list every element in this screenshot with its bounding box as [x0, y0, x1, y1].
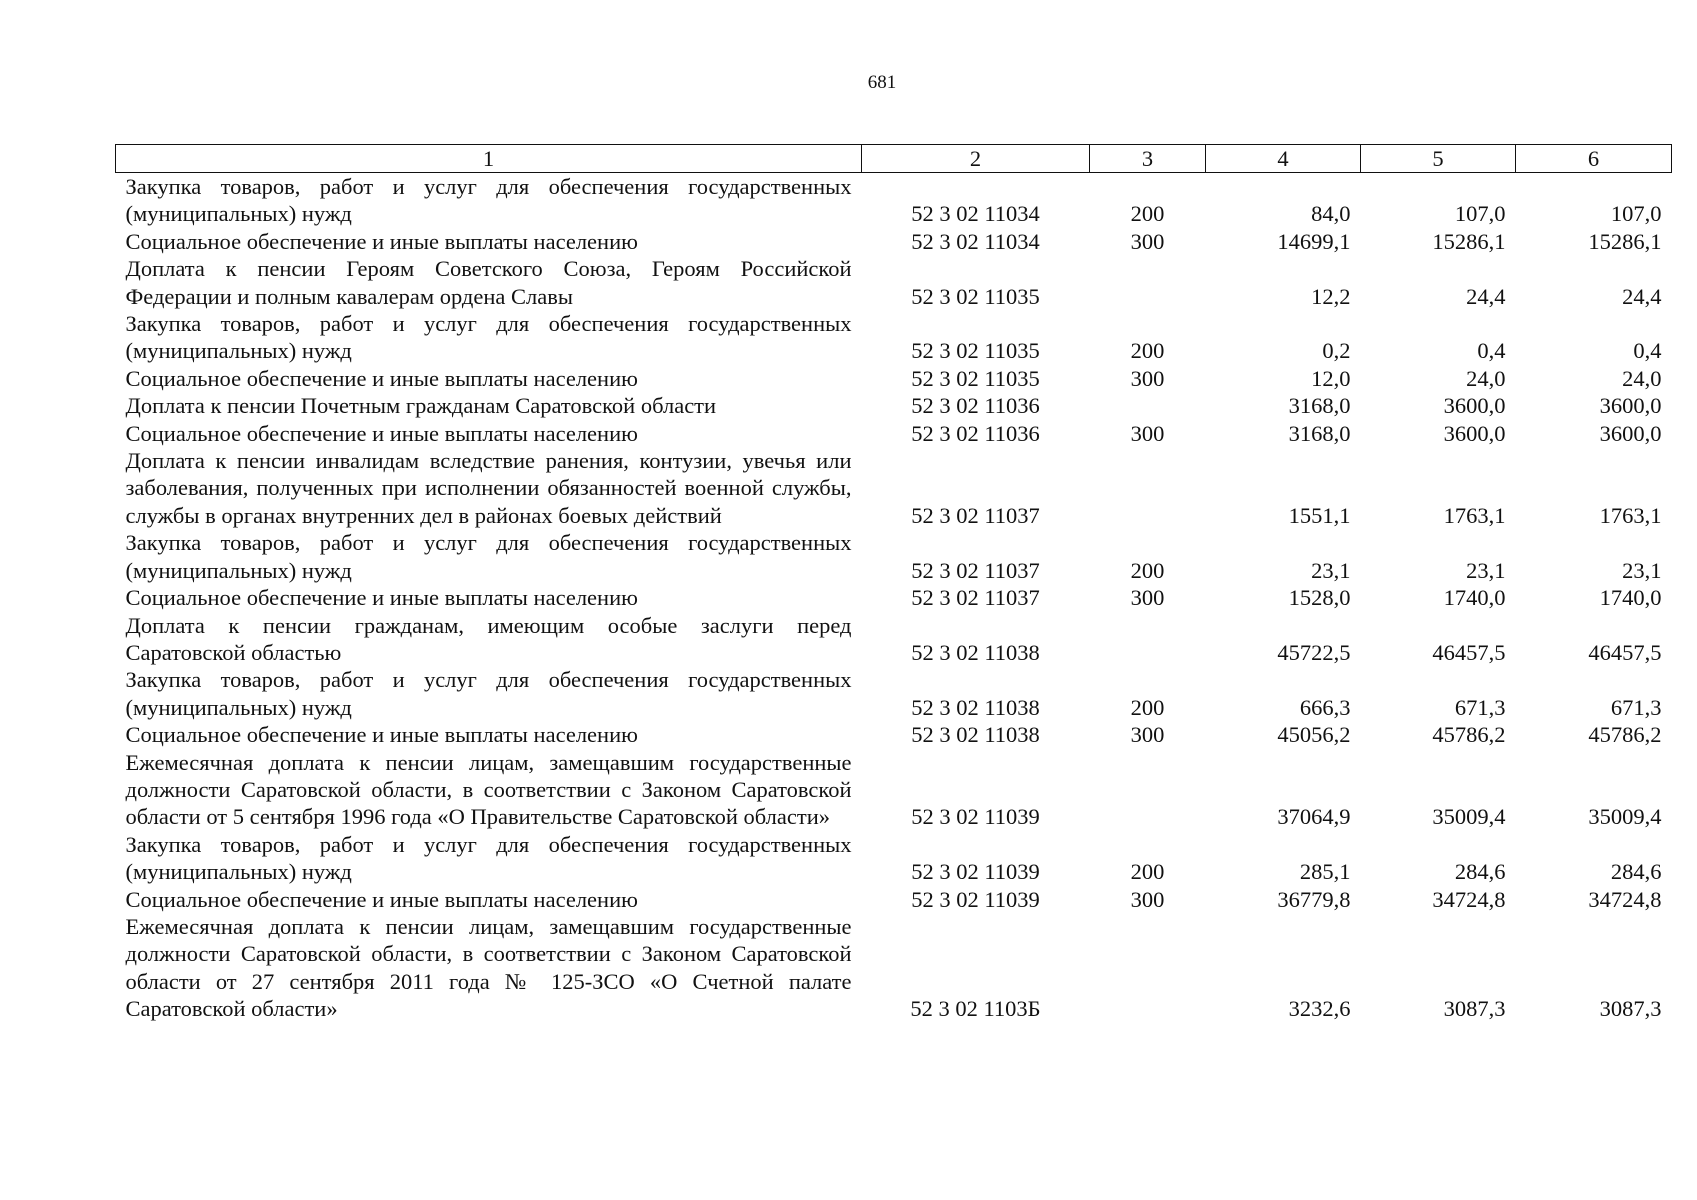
table-row	[116, 612, 1672, 667]
row-expense-type: 300	[1130, 228, 1165, 254]
table-row	[116, 228, 1672, 255]
row-expense-type: 300	[1130, 585, 1165, 611]
row-amount-col6: 1763,1	[1599, 502, 1662, 528]
table-row	[116, 529, 1672, 584]
row-amount-col6: 23,1	[1622, 557, 1662, 583]
row-amount-col6: 107,0	[1610, 201, 1662, 227]
row-description: Доплата к пенсии инвалидам вследствие ранения, контузии, увечья или заболевания, полученных при исполнении обязанностей военной службы, службы в органах внутренних дел в районах боевых действий	[125, 448, 852, 528]
row-amount-col5: 0,4	[1477, 338, 1506, 364]
row-amount-col5: 45786,2	[1432, 722, 1506, 748]
row-expense-type	[1090, 447, 1206, 529]
row-expense-type: 200	[1130, 694, 1165, 720]
table-row	[116, 173, 1672, 228]
row-amount-col6: 15286,1	[1588, 228, 1662, 254]
row-amount-col6: 35009,4	[1588, 804, 1662, 830]
row-expense-type: 200	[1130, 201, 1165, 227]
row-target-code: 52 3 02 11038	[911, 722, 1040, 748]
row-expense-type: 300	[1130, 722, 1165, 748]
row-amount-col6: 1740,0	[1599, 585, 1662, 611]
row-description: Доплата к пенсии Почетным гражданам Саратовской области	[125, 393, 717, 419]
row-amount-col5: 1740,0	[1443, 585, 1506, 611]
row-expense-type	[1090, 749, 1206, 831]
row-expense-type	[1090, 913, 1206, 1023]
row-amount-col5: 34724,8	[1432, 886, 1506, 912]
table-header	[116, 145, 1672, 173]
table-row	[116, 365, 1672, 392]
table-row	[116, 666, 1672, 721]
row-amount-col4: 1528,0	[1288, 585, 1351, 611]
row-amount-col4: 23,1	[1311, 557, 1351, 583]
table-row	[116, 831, 1672, 886]
row-expense-type: 200	[1130, 859, 1165, 885]
row-amount-col6: 24,4	[1622, 283, 1662, 309]
row-description: Социальное обеспечение и иные выплаты населению	[125, 365, 638, 391]
row-amount-col4: 666,3	[1299, 694, 1351, 720]
row-amount-col6: 0,4	[1633, 338, 1662, 364]
row-target-code: 52 3 02 11037	[911, 557, 1040, 583]
row-target-code: 52 3 02 11039	[911, 804, 1040, 830]
row-expense-type	[1090, 392, 1206, 419]
row-description: Доплата к пенсии Героям Советского Союза, Героям Российской Федерации и полным кавалерам ордена Славы	[125, 256, 852, 309]
row-description: Закупка товаров, работ и услуг для обеспечения государственных (муниципальных) нужд	[125, 174, 852, 227]
row-description: Социальное обеспечение и иные выплаты населению	[125, 722, 638, 748]
row-description: Социальное обеспечение и иные выплаты населению	[125, 228, 638, 254]
budget-table	[115, 144, 1672, 1023]
row-description: Социальное обеспечение и иные выплаты населению	[125, 585, 638, 611]
row-amount-col4: 3232,6	[1288, 996, 1351, 1022]
row-target-code: 52 3 02 11039	[911, 859, 1040, 885]
table-row	[116, 721, 1672, 748]
row-target-code: 52 3 02 11035	[911, 338, 1040, 364]
table-row	[116, 255, 1672, 310]
row-expense-type: 200	[1130, 557, 1165, 583]
row-amount-col5: 15286,1	[1432, 228, 1506, 254]
row-expense-type: 300	[1130, 886, 1165, 912]
row-target-code: 52 3 02 11037	[911, 502, 1040, 528]
row-expense-type: 300	[1130, 420, 1165, 446]
row-amount-col6: 24,0	[1622, 365, 1662, 391]
row-amount-col4: 1551,1	[1288, 502, 1351, 528]
row-amount-col4: 36779,8	[1277, 886, 1351, 912]
row-amount-col6: 46457,5	[1588, 639, 1662, 665]
column-header-1: 1	[116, 145, 862, 173]
row-target-code: 52 3 02 11037	[911, 585, 1040, 611]
row-target-code: 52 3 02 11035	[911, 283, 1040, 309]
table-row	[116, 913, 1672, 1023]
row-amount-col5: 24,0	[1466, 365, 1506, 391]
row-target-code: 52 3 02 11039	[911, 886, 1040, 912]
row-amount-col4: 3168,0	[1288, 420, 1351, 446]
row-description: Доплата к пенсии гражданам, имеющим особые заслуги перед Саратовской областью	[125, 612, 852, 665]
table-row	[116, 310, 1672, 365]
row-description: Социальное обеспечение и иные выплаты населению	[125, 886, 638, 912]
row-amount-col5: 671,3	[1454, 694, 1506, 720]
row-expense-type	[1090, 255, 1206, 310]
row-amount-col6: 45786,2	[1588, 722, 1662, 748]
row-amount-col4: 45056,2	[1277, 722, 1351, 748]
table-row	[116, 584, 1672, 611]
row-amount-col4: 37064,9	[1277, 804, 1351, 830]
row-description: Ежемесячная доплата к пенсии лицам, замещавшим государственные должности Саратовской области, в соответствии с Законом Саратовской области от 27 сентября 2011 года № 125-ЗСО «О Счетной палате Саратовской области»	[125, 913, 852, 1022]
row-target-code: 52 3 02 11038	[911, 694, 1040, 720]
column-header-3: 3	[1090, 145, 1206, 173]
table-row	[116, 749, 1672, 831]
row-amount-col4: 285,1	[1299, 859, 1351, 885]
row-amount-col5: 23,1	[1466, 557, 1506, 583]
row-amount-col5: 24,4	[1466, 283, 1506, 309]
budget-table-container	[115, 144, 1671, 1023]
row-amount-col4: 14699,1	[1277, 228, 1351, 254]
row-target-code: 52 3 02 11035	[911, 365, 1040, 391]
row-target-code: 52 3 02 1103Б	[910, 996, 1041, 1022]
row-amount-col4: 12,0	[1311, 365, 1351, 391]
table-row	[116, 447, 1672, 529]
row-amount-col6: 3600,0	[1599, 420, 1662, 446]
table-row	[116, 420, 1672, 447]
row-amount-col5: 1763,1	[1443, 502, 1506, 528]
row-amount-col4: 0,2	[1322, 338, 1351, 364]
row-amount-col5: 107,0	[1454, 201, 1506, 227]
row-description: Закупка товаров, работ и услуг для обеспечения государственных (муниципальных) нужд	[125, 667, 852, 720]
row-amount-col5: 3600,0	[1443, 420, 1506, 446]
row-target-code: 52 3 02 11038	[911, 639, 1040, 665]
row-amount-col6: 284,6	[1610, 859, 1662, 885]
column-header-2: 2	[862, 145, 1090, 173]
row-amount-col5: 284,6	[1454, 859, 1506, 885]
row-target-code: 52 3 02 11034	[911, 201, 1040, 227]
row-amount-col4: 84,0	[1311, 201, 1351, 227]
row-amount-col5: 3600,0	[1443, 393, 1506, 419]
row-description: Ежемесячная доплата к пенсии лицам, замещавшим государственные должности Саратовской области, в соответствии с Законом Саратовской области от 5 сентября 1996 года «О Правительстве Саратовской области»	[125, 749, 852, 830]
row-amount-col4: 45722,5	[1277, 639, 1351, 665]
row-amount-col6: 34724,8	[1588, 886, 1662, 912]
row-amount-col4: 12,2	[1311, 283, 1351, 309]
table-row	[116, 886, 1672, 913]
row-expense-type: 300	[1130, 365, 1165, 391]
table-body	[116, 173, 1672, 1023]
row-amount-col6: 3087,3	[1599, 996, 1662, 1022]
row-amount-col6: 671,3	[1610, 694, 1662, 720]
row-amount-col5: 35009,4	[1432, 804, 1506, 830]
row-amount-col4: 3168,0	[1288, 393, 1351, 419]
page-number: 681	[867, 72, 897, 93]
row-description: Закупка товаров, работ и услуг для обеспечения государственных (муниципальных) нужд	[125, 311, 852, 364]
row-description: Закупка товаров, работ и услуг для обеспечения государственных (муниципальных) нужд	[125, 530, 852, 583]
row-amount-col6: 3600,0	[1599, 393, 1662, 419]
row-target-code: 52 3 02 11034	[911, 228, 1040, 254]
row-expense-type	[1090, 612, 1206, 667]
column-header-5: 5	[1361, 145, 1516, 173]
column-header-6: 6	[1516, 145, 1672, 173]
column-header-4: 4	[1206, 145, 1361, 173]
row-target-code: 52 3 02 11036	[911, 393, 1040, 419]
row-description: Закупка товаров, работ и услуг для обеспечения государственных (муниципальных) нужд	[125, 831, 852, 885]
row-target-code: 52 3 02 11036	[911, 420, 1040, 446]
header-row	[116, 145, 1672, 173]
row-expense-type: 200	[1130, 338, 1165, 364]
row-amount-col5: 46457,5	[1432, 639, 1506, 665]
table-row	[116, 392, 1672, 419]
row-description: Социальное обеспечение и иные выплаты населению	[125, 420, 638, 446]
row-amount-col5: 3087,3	[1443, 996, 1506, 1022]
